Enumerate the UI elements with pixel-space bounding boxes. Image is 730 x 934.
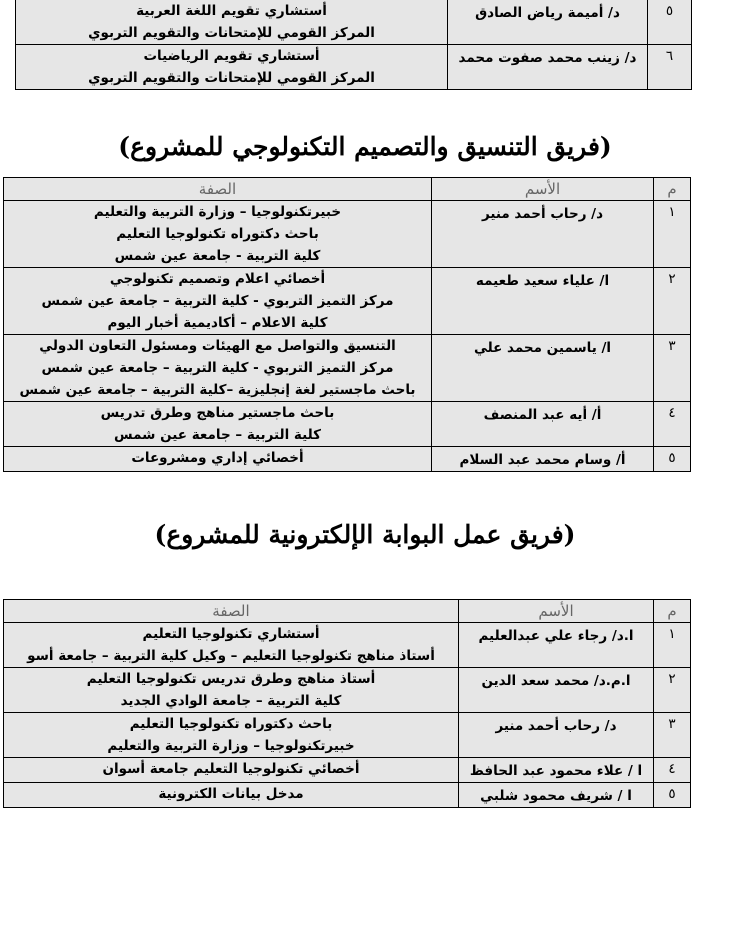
- header-num: م: [654, 178, 691, 201]
- member-name: أ/ أيه عبد المنصف: [432, 402, 654, 447]
- role-line: مدخل بيانات الكترونية: [158, 786, 304, 802]
- role-line: باحث ماجستير مناهج وطرق تدريس: [100, 405, 335, 421]
- table-header-row: [4, 600, 691, 623]
- portal-team-table: [3, 599, 691, 808]
- table-row: [4, 402, 691, 447]
- role-line: أستاذ مناهج وطرق تدريس تكنولوجيا التعليم: [86, 671, 376, 687]
- table-row: [4, 447, 691, 472]
- coordination-team-table: [3, 177, 691, 472]
- section-heading-portal: (فريق عمل البوابة الإلكترونية للمشروع): [154, 520, 576, 549]
- member-role: [4, 713, 459, 758]
- table-body: [4, 201, 691, 472]
- member-role: [4, 201, 432, 268]
- member-role: [4, 335, 432, 402]
- role-line: أستشاري تقويم اللغة العربية: [136, 3, 327, 19]
- role-line: أستشاري تكنولوجيا التعليم: [142, 626, 320, 642]
- role-line: باحث دكتوراه تكنولوجيا التعليم: [129, 716, 333, 732]
- row-number: ٥: [654, 783, 691, 808]
- table-row: [4, 201, 691, 268]
- role-line: المركز القومي للإمتحانات والتقويم التربوي: [88, 25, 375, 41]
- member-role: [4, 623, 459, 668]
- row-number: ٦: [648, 45, 692, 90]
- row-number: ٢: [654, 668, 691, 713]
- table-row: [4, 668, 691, 713]
- member-role: [4, 268, 432, 335]
- member-role: [16, 45, 448, 90]
- member-name: د/ رحاب أحمد منير: [459, 713, 654, 758]
- row-number: ٤: [654, 402, 691, 447]
- table-row: [16, 45, 692, 90]
- table-row: [4, 713, 691, 758]
- member-name: د/ رحاب أحمد منير: [432, 201, 654, 268]
- member-name: د/ أميمة رياض الصادق: [448, 0, 648, 45]
- role-line: أخصائي إداري ومشروعات: [131, 450, 304, 466]
- header-role: الصفة: [4, 178, 432, 201]
- role-line: أخصائي تكنولوجيا التعليم جامعة أسوان: [102, 761, 360, 777]
- row-number: ١: [654, 201, 691, 268]
- row-number: ٥: [654, 447, 691, 472]
- member-role: [4, 402, 432, 447]
- row-number: ٣: [654, 713, 691, 758]
- table-row: [4, 623, 691, 668]
- header-name: الأسم: [432, 178, 654, 201]
- member-name: ا/ علياء سعيد طعيمه: [432, 268, 654, 335]
- table-row: [4, 335, 691, 402]
- member-name: ا / علاء محمود عبد الحافظ: [459, 758, 654, 783]
- row-number: ٤: [654, 758, 691, 783]
- role-line: مركز التميز التربوي - كلية التربية – جامعة عين شمس: [41, 360, 394, 376]
- member-name: أ/ وسام محمد عبد السلام: [432, 447, 654, 472]
- member-name: ا.د/ رجاء علي عبدالعليم: [459, 623, 654, 668]
- role-line: أستاذ مناهج تكنولوجيا التعليم – وكيل كلية التربية – جامعة أسو: [27, 648, 435, 664]
- member-role: [4, 668, 459, 713]
- header-role: الصفة: [4, 600, 459, 623]
- role-line: أستشاري تقويم الرياضيات: [143, 48, 320, 64]
- table-body: [4, 623, 691, 808]
- table-continued: [15, 0, 692, 90]
- table-body: [16, 0, 692, 90]
- member-role: [4, 447, 432, 472]
- role-line: خبيرتكنولوجيا – وزارة التربية والتعليم: [107, 738, 355, 754]
- role-line: المركز القومي للإمتحانات والتقويم التربوي: [88, 70, 375, 86]
- member-name: ا/ ياسمين محمد علي: [432, 335, 654, 402]
- role-line: كلية التربية – جامعة الوادي الجديد: [120, 693, 342, 709]
- table-row: [4, 783, 691, 808]
- member-name: ا.م.د/ محمد سعد الدين: [459, 668, 654, 713]
- role-line: التنسيق والتواصل مع الهيئات ومسئول التعاون الدولي: [39, 338, 396, 354]
- member-name: د/ زينب محمد صفوت محمد: [448, 45, 648, 90]
- table-header-row: [4, 178, 691, 201]
- row-number: ٢: [654, 268, 691, 335]
- member-name: ا / شريف محمود شلبي: [459, 783, 654, 808]
- row-number: ٣: [654, 335, 691, 402]
- role-line: كلية التربية – جامعة عين شمس: [114, 427, 321, 443]
- role-line: أخصائي اعلام وتصميم تكنولوجي: [109, 271, 326, 287]
- role-line: خبيرتكنولوجيا – وزارة التربية والتعليم: [93, 204, 342, 220]
- role-line: كلية الاعلام – أكاديمية أخبار اليوم: [107, 315, 328, 331]
- header-name: الأسم: [459, 600, 654, 623]
- member-role: [16, 0, 448, 45]
- role-line: مركز التميز التربوي - كلية التربية – جامعة عين شمس: [41, 293, 394, 309]
- member-role: [4, 783, 459, 808]
- role-line: باحث دكتوراه تكنولوجيا التعليم: [116, 226, 319, 242]
- member-role: [4, 758, 459, 783]
- row-number: ٥: [648, 0, 692, 45]
- table-row: [16, 0, 692, 45]
- role-line: كلية التربية - جامعة عين شمس: [114, 248, 321, 264]
- section-heading-coordination: (فريق التنسيق والتصميم التكنولوجي للمشروع): [118, 132, 612, 161]
- header-num: م: [654, 600, 691, 623]
- table-row: [4, 758, 691, 783]
- row-number: ١: [654, 623, 691, 668]
- table-row: [4, 268, 691, 335]
- role-line: باحث ماجستير لغة إنجليزية –كلية التربية – جامعة عين شمس: [19, 382, 416, 398]
